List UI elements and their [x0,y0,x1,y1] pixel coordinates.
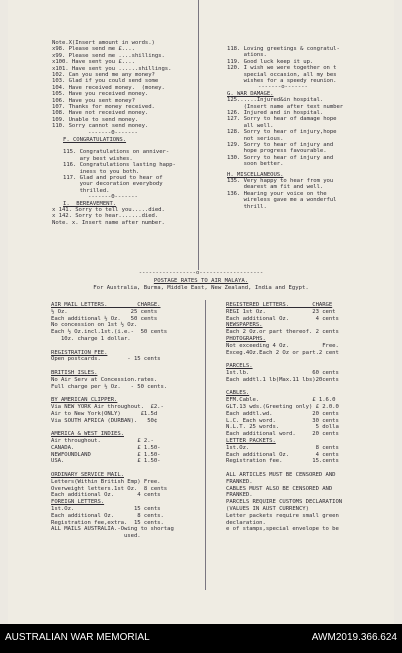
rate-line: Via NEW YORK Air throughout. £2.- [51,404,164,410]
message-code-line: not serious. [227,135,284,142]
message-code-line: 118. Loving greetings & congratul- [227,46,340,52]
message-code-line: 135. Very happy to hear from you [227,178,334,184]
rate-line: Each 2 Oz.or part thereof. 2 cents [226,329,339,336]
rate-line: Not exceeding 4 Oz. Free. [226,342,339,349]
rate-line: CANADA. £ 1.50- [51,444,161,451]
rate-line: ALL ARTICLES MUST BE CENSORED AND [226,472,336,478]
message-code-line: your decoration everybody [63,181,163,188]
rate-line: CABLES MUST ALSO BE CENSORED AND [226,485,333,492]
separator: -----------------o------------------- [138,270,264,276]
footer-institution: AUSTRALIAN WAR MEMORIAL [5,632,150,643]
message-code-line: 126. Injured and in hospital. [227,110,324,116]
rate-heading: BY AMERICAN CLIPPER. [51,397,118,404]
rate-line: NEWFOUNDLAND £ 1.50- [51,451,161,458]
footer-accession-number: AWM2019.366.624 [311,632,397,643]
rate-line: PARCELS REQUIRE CUSTOMS DECLARATION [226,499,343,506]
rate-line: Letters(Within British Emp) Free. [51,478,161,485]
message-code-line: 103. Glad if you could send some [52,78,159,85]
message-code-line: Note. x. Insert name after number. [52,219,165,226]
message-code-line: ations. [227,52,267,59]
postage-column-divider [205,300,206,590]
message-code-line: x100. Have sent you £.... [52,59,135,66]
rate-line: Registration fee. 15.cents [226,458,339,465]
message-code-line: 119. Good luck keep it up. [227,58,314,65]
rate-line: Full charge per ½ Oz. - 50 cents. [51,383,168,390]
rate-heading: LETTER PACKETS. [226,438,276,444]
rate-line: ½ Oz. 25 cents [51,308,158,315]
rate-line: 10z. charge 1 dollar. [51,336,131,342]
rate-line: Each additional Oz. 8 cents. [51,512,164,519]
rate-line: L.C. Each word. 30 cents [226,417,339,424]
message-code-line: 128. Sorry to hear of injury,hope [227,129,337,136]
section-heading: I. BEREAVEMENT. [63,200,117,207]
rate-line: Each addtl.1 lb(Max.11 lbs)20cents [226,376,339,383]
rate-line: 1st.Oz. 15 cents [51,506,161,512]
message-code-line: hope progress favourable. [227,148,327,155]
rate-line: GLT.13 wds.(Greeting only) £ 2.0.0 [226,404,339,410]
rate-heading: NEWSPAPERS. [226,322,263,329]
message-code-line: 125......Injured&in hospital. [227,97,324,104]
rate-line: Each additional word. 20 cents [226,431,339,438]
rate-heading: AMERICA & WEST INDIES. [51,431,124,438]
message-code-line: soon better. [227,161,284,168]
message-code-line: x 141. Sorry to tell you.....died. [52,207,165,213]
rate-heading: ORDINARY SERVICE MAIL. [51,472,124,478]
rate-line: EFM.Cable. £ 1.6.0 [226,397,336,404]
message-code-line: x99. Please send me ....shillings. [52,52,165,59]
rate-line: (VALUES IN AUST CURRENCY) [226,506,309,512]
message-code-line: (Insert name after text number [227,103,344,110]
message-code-line: 136. Hearing your voice on the [227,190,327,197]
rate-heading: CABLES. [226,390,250,397]
separator: -------0------- [88,129,138,136]
archive-footer [0,624,402,653]
document-page [8,0,394,624]
rate-line: Open postcards. - 15 cents [51,356,161,363]
message-code-line: wishes for a speedy reunion. [227,78,337,84]
rate-line: No Air Serv at Concession.rates. [51,376,158,383]
message-code-line: 110. Sorry cannot send money. [52,123,149,130]
postage-subtitle: For Australia, Burma, Middle East, New Zealand, India and Egypt. [93,285,309,291]
rate-line: Via SOUTH AFRICA (DURBAN). 50¢ [51,417,158,424]
rate-line: Registration fee,extra. 15 cents. [51,519,164,526]
rate-line: ALL MAILS AUSTRALIA.-Owing to shortag [51,526,174,533]
rate-heading: PARCELS. [226,363,253,370]
rate-line: Each additional Oz. 4 cents [226,315,339,322]
separator: -------0------- [88,194,138,201]
message-code-line: thrill. [227,203,267,210]
rate-line: No concession on 1st ½ Oz. [51,322,138,329]
rate-line: 1st.Oz. 8 cents [226,444,339,451]
rate-line: Each ½ Oz.incl.1st.(i.e.- 50 cents [51,329,168,336]
rate-heading: FOREIGN LETTERS. [51,499,105,506]
postage-title: POSTAGE RATES TO AIR MALAYA. [153,278,249,284]
message-code-line: 116. Congratulations lasting happ- [63,162,176,169]
rate-line: Air to New York(ONLY) £1.5d [51,410,158,417]
rate-line: FRANKED. [226,492,253,499]
rate-line: used. [51,533,141,540]
message-code-line: 102. Can you send me any money? [52,72,155,78]
rate-line: 1st.lb. 60 cents [226,370,339,376]
message-code-line: 129. Sorry to hear of injury and [227,142,334,148]
message-code-line: special occasion, all my bes [227,71,337,78]
rate-line: Each addtl.wd. 20 cents [226,410,339,417]
message-code-line: x98. Please send me £.... [52,46,135,53]
message-code-line: 120. I wish we were together on t [227,65,337,72]
rate-heading: BRITISH ISLES. [51,370,98,376]
message-code-line: 115. Congratulations on anniver- [63,149,170,156]
message-code-line: wireless gave me a wonderful [227,197,337,204]
rate-line: Exceg.4Oz.Each 2 Oz or part.2 cent [226,349,339,356]
message-code-line: ary best wishes. [63,155,133,162]
rate-line: N.L.T. 25 words. 5 dolla [226,424,339,431]
message-code-line: 105. Have you received money. [52,91,149,98]
section-heading: G. WAR DAMAGE. [227,90,274,97]
rate-line: REGI 1st Oz. 23 cent [226,308,336,315]
rate-line: Overweight letters.1st Oz. 8 cents [51,485,168,492]
message-code-line: Note.X(Insert amount in words.) [52,40,155,46]
message-code-line: x 142. Sorry to hear.......died. [52,213,159,220]
message-code-line: 106. Have you sent money? [52,97,135,104]
rate-line: Each additional ½ Oz. 50 cents [51,315,158,322]
message-code-line: iness to you both. [63,168,140,175]
rate-heading: PHOTOGRAPHS. [226,336,266,342]
rate-line: USA. £ 1.50- [51,458,161,465]
message-code-line: 127. Sorry to hear of damage hope [227,116,337,123]
message-code-line: thrilled. [63,187,110,194]
rate-line: Letter packets require small green [226,512,339,519]
rate-line: FRANKED. [226,478,253,485]
separator: -------o------- [258,84,308,91]
message-code-line: 104. Have received money. (money. [52,84,165,91]
section-heading: F. CONGRATULATIONS. [63,137,127,143]
message-code-line: 130. Sorry to hear of injury and [227,154,334,161]
rate-heading: REGISTRATION FEE. [51,349,108,356]
column-divider [198,0,199,270]
message-code-line: x101. Have sent you ......shillings. [52,65,172,72]
message-code-line: 107. Thanks for money received. [52,104,155,110]
rate-line: declaration. [226,519,266,526]
section-heading: H. MISCELLANEOUS. [227,171,284,178]
rate-line: Each additional Oz. 4 cents [51,492,161,499]
message-code-line: all well. [227,122,274,129]
rate-heading: AIR MAIL LETTERS. CHARGE. [51,302,161,308]
message-code-line: 117. Glad and proud to hear of [63,175,163,181]
rate-line: e of stamps,special envelope to be [226,526,339,533]
message-code-line: 108. Have not received money. [52,110,149,117]
message-code-line: dearest am fit and well. [227,184,324,191]
message-code-line: 109. Unable to send money. [52,116,139,123]
rate-heading: REGISTERED LETTERS. CHARGE [226,302,333,308]
rate-line: Air throughout. £ 2.- [51,438,154,444]
rate-line: Each additional Oz. 4 cents [226,451,339,458]
